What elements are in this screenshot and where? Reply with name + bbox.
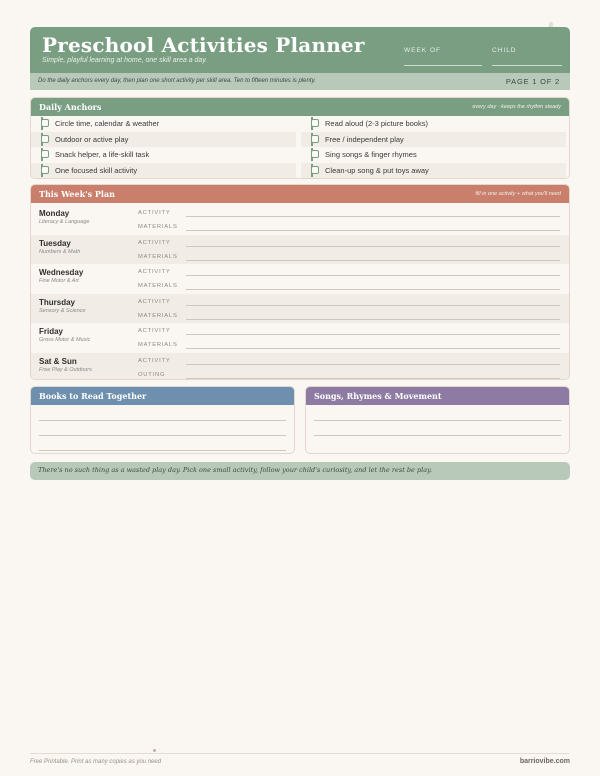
week-of-field[interactable] [404, 65, 482, 66]
activity-field[interactable] [186, 275, 560, 276]
books-line[interactable] [39, 420, 286, 421]
anchor-label: Snack helper, a life-skill task [55, 150, 150, 159]
songs-line[interactable] [314, 420, 561, 421]
weekly-plan-title: This Week's Plan [39, 189, 115, 199]
anchor-label: Circle time, calendar & weather [55, 119, 160, 128]
day-name: Thursday [39, 297, 76, 307]
day-focus: Fine Motor & Art [39, 278, 79, 284]
week-of-label: WEEK OF [404, 47, 441, 54]
songs-header [306, 387, 569, 405]
plan-row-thursday [31, 294, 569, 324]
daily-anchors-section [30, 97, 570, 179]
anchor-label: Outdoor or active play [55, 134, 129, 144]
footer-mark [153, 749, 156, 752]
anchor-item[interactable] [301, 147, 566, 162]
day-name: Wednesday [39, 268, 84, 277]
activity-label: ACTIVITY [138, 210, 171, 216]
checkbox-icon[interactable] [311, 166, 319, 174]
materials-field[interactable] [186, 289, 560, 290]
page-subtitle: Simple, playful learning at home, one skill area a day. [42, 57, 208, 64]
checkbox-icon[interactable] [41, 135, 49, 143]
outing-field[interactable] [186, 378, 560, 379]
anchor-item[interactable] [301, 163, 566, 178]
songs-section [305, 386, 570, 454]
day-focus: Free Play & Outdoors [39, 366, 92, 373]
activity-label: ACTIVITY [138, 269, 171, 275]
songs-line[interactable] [314, 435, 561, 436]
instructions-text: Do the daily anchors every day, then plan one short activity per skill area. Ten to fifteen minutes is plenty. [38, 78, 316, 84]
day-name: Friday [39, 327, 64, 336]
checkbox-icon[interactable] [311, 150, 319, 158]
materials-field[interactable] [186, 319, 560, 320]
footer-note: Free Printable. Print as many copies as you need [30, 759, 162, 765]
day-focus: Numbers & Math [39, 248, 81, 255]
activity-field[interactable] [186, 216, 560, 217]
plan-row-tuesday [31, 235, 569, 265]
weekly-plan-hint: fill in one activity + what you'll need [475, 191, 561, 197]
anchor-label: Sing songs & finger rhymes [325, 150, 417, 159]
daily-anchors-title: Daily Anchors [39, 102, 102, 112]
plan-row-monday [31, 205, 569, 235]
books-title: Books to Read Together [39, 391, 147, 401]
outing-label: OUTING [138, 371, 166, 378]
weekly-plan-header [31, 185, 569, 203]
activity-field[interactable] [186, 364, 560, 365]
materials-label: MATERIALS [138, 283, 178, 289]
checkbox-icon[interactable] [41, 150, 49, 158]
daily-anchors-hint: every day · keeps the rhythm steady [472, 104, 561, 110]
materials-label: MATERIALS [138, 342, 178, 348]
books-line[interactable] [39, 450, 286, 451]
day-name: Tuesday [39, 238, 71, 248]
materials-label: MATERIALS [138, 224, 178, 230]
instructions-strip [30, 73, 570, 90]
checkbox-icon[interactable] [41, 166, 49, 174]
anchor-label: Read aloud (2-3 picture books) [325, 119, 428, 128]
weekly-plan-section [30, 184, 570, 380]
day-focus: Literacy & Language [39, 219, 90, 225]
books-header [31, 387, 294, 405]
anchor-label: Clean-up song & put toys away [325, 165, 429, 175]
anchor-label: One focused skill activity [55, 165, 138, 175]
closing-note [30, 462, 570, 480]
materials-field[interactable] [186, 230, 560, 231]
day-name: Monday [39, 209, 70, 218]
page-number: PAGE 1 OF 2 [505, 77, 560, 86]
footer-divider [30, 753, 570, 754]
checkbox-icon[interactable] [311, 135, 319, 143]
anchor-item[interactable] [31, 163, 296, 178]
day-name: Sat & Sun [39, 356, 77, 366]
activity-label: ACTIVITY [138, 298, 171, 305]
materials-label: MATERIALS [138, 253, 178, 260]
child-label: CHILD [492, 47, 517, 54]
anchor-item[interactable] [301, 116, 566, 131]
page-title: Preschool Activities Planner [42, 33, 365, 57]
page-header [30, 27, 570, 73]
anchor-item[interactable] [31, 116, 296, 131]
child-field[interactable] [492, 65, 562, 66]
activity-label: ACTIVITY [138, 357, 171, 364]
plan-row-friday [31, 323, 569, 353]
checkbox-icon[interactable] [311, 119, 319, 127]
anchor-item[interactable] [301, 132, 566, 147]
materials-field[interactable] [186, 348, 560, 349]
checkbox-icon[interactable] [41, 119, 49, 127]
books-line[interactable] [39, 435, 286, 436]
activity-label: ACTIVITY [138, 328, 171, 334]
activity-field[interactable] [186, 334, 560, 335]
activity-field[interactable] [186, 246, 560, 247]
daily-anchors-header [31, 98, 569, 116]
plan-row-weekend [31, 353, 569, 381]
anchor-item[interactable] [31, 132, 296, 147]
activity-field[interactable] [186, 305, 560, 306]
day-focus: Sensory & Science [39, 307, 86, 314]
day-focus: Gross Motor & Music [39, 337, 91, 343]
songs-title: Songs, Rhymes & Movement [314, 391, 442, 401]
activity-label: ACTIVITY [138, 239, 171, 246]
anchor-label: Free / independent play [325, 134, 404, 144]
closing-note-text: There's no such thing as a wasted play day. Pick one small activity, follow your child's curiosity, and let the rest be play. [38, 466, 432, 474]
anchor-item[interactable] [31, 147, 296, 162]
materials-label: MATERIALS [138, 312, 178, 319]
materials-field[interactable] [186, 260, 560, 261]
plan-row-wednesday [31, 264, 569, 294]
books-section [30, 386, 295, 454]
footer-site[interactable]: barriovibe.com [519, 758, 570, 765]
anchors-grid [31, 116, 569, 179]
